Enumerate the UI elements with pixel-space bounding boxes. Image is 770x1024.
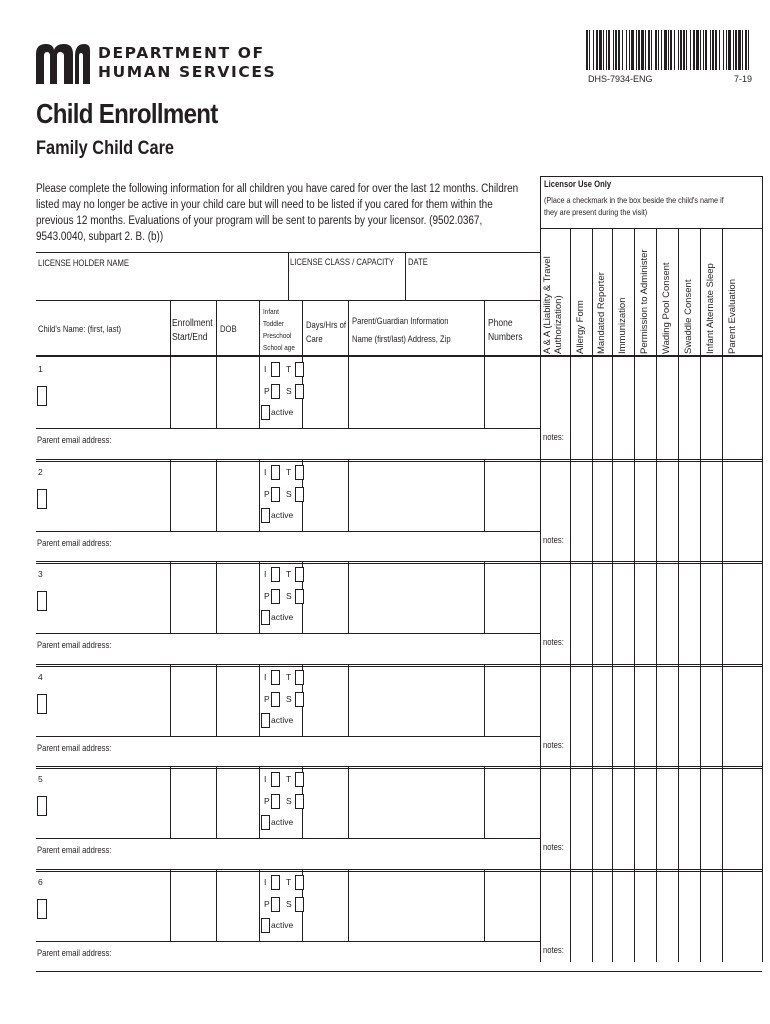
active-label: active <box>271 714 294 725</box>
present-checkbox[interactable] <box>37 386 47 406</box>
age-preschool-checkbox[interactable] <box>271 692 280 707</box>
age-toddler-label: T <box>286 671 292 682</box>
age-school-checkbox[interactable] <box>295 794 304 809</box>
age-header-preschool: Preschool <box>263 331 292 340</box>
age-toddler-checkbox[interactable] <box>295 465 304 480</box>
age-school-checkbox[interactable] <box>295 589 304 604</box>
phone-header-2: Numbers <box>488 332 523 343</box>
age-toddler-label: T <box>286 774 292 784</box>
revision-date: 7-19 <box>734 74 753 84</box>
parent-header-1: Parent/Guardian Information <box>352 316 449 326</box>
row-number: 3 <box>38 569 43 579</box>
license-class-label: LICENSE CLASS / CAPACITY <box>290 257 395 267</box>
age-preschool-checkbox[interactable] <box>271 794 280 809</box>
age-school-checkbox[interactable] <box>295 897 304 912</box>
present-checkbox[interactable] <box>37 694 47 714</box>
active-checkbox[interactable] <box>261 918 270 933</box>
parent-email-label: Parent email address: <box>37 537 112 548</box>
parent-email-label: Parent email address: <box>37 435 112 445</box>
licensor-col-4: Permission to Administer <box>639 249 650 354</box>
barcode-icon <box>586 30 752 70</box>
row-number: 2 <box>38 466 43 477</box>
age-infant-checkbox[interactable] <box>271 772 280 787</box>
licensor-use-note: (Place a checkmark in the box beside the child's name if they are present during the visit) <box>544 195 724 217</box>
age-preschool-label: P <box>264 488 270 499</box>
notes-label: notes: <box>543 739 564 750</box>
age-school-label: S <box>286 693 292 704</box>
age-preschool-label: P <box>264 386 270 396</box>
licensor-col-3: Immunization <box>617 297 628 354</box>
age-infant-label: I <box>264 466 267 477</box>
row-number: 6 <box>38 876 43 887</box>
notes-label: notes: <box>543 944 564 955</box>
age-infant-checkbox[interactable] <box>271 465 280 480</box>
age-infant-label: I <box>264 364 267 374</box>
licensor-col-6: Swaddle Consent <box>683 279 694 354</box>
age-school-label: S <box>286 488 292 499</box>
age-school-label: S <box>286 796 292 806</box>
age-preschool-checkbox[interactable] <box>271 589 280 604</box>
active-checkbox[interactable] <box>261 713 270 728</box>
child-name-header: Child's Name: (first, last) <box>38 324 122 334</box>
licensor-col-7: Infant Alternate Sleep <box>705 263 716 354</box>
active-checkbox[interactable] <box>261 610 270 625</box>
age-infant-label: I <box>264 569 267 579</box>
age-infant-checkbox[interactable] <box>271 670 280 685</box>
age-school-checkbox[interactable] <box>295 692 304 707</box>
active-checkbox[interactable] <box>261 508 270 523</box>
licensor-col-1: Allergy Form <box>575 300 586 354</box>
age-toddler-checkbox[interactable] <box>295 567 304 582</box>
age-preschool-checkbox[interactable] <box>271 487 280 502</box>
present-checkbox[interactable] <box>37 591 47 611</box>
age-toddler-checkbox[interactable] <box>295 670 304 685</box>
parent-header-2: Name (first/last) Address, Zip <box>352 334 451 344</box>
age-infant-checkbox[interactable] <box>271 567 280 582</box>
age-toddler-checkbox[interactable] <box>295 772 304 787</box>
age-preschool-checkbox[interactable] <box>271 897 280 912</box>
date-label: DATE <box>408 257 428 267</box>
page-subtitle: Family Child Care <box>36 138 175 159</box>
age-header-infant: Infant <box>263 307 279 316</box>
department-line-2: HUMAN SERVICES <box>98 63 277 81</box>
licensor-col-8: Parent Evaluation <box>727 279 738 354</box>
age-preschool-label: P <box>264 693 270 704</box>
department-line-1: DEPARTMENT OF <box>98 44 265 62</box>
parent-email-label: Parent email address: <box>37 845 112 855</box>
age-toddler-label: T <box>286 466 292 477</box>
age-infant-label: I <box>264 671 267 682</box>
age-school-checkbox[interactable] <box>295 384 304 399</box>
age-preschool-label: P <box>264 796 270 806</box>
age-header-school: School age <box>263 343 295 352</box>
active-label: active <box>271 407 294 417</box>
age-toddler-label: T <box>286 364 292 374</box>
department-name <box>98 44 276 82</box>
age-preschool-label: P <box>264 898 270 909</box>
licensor-col-0: A & A (Liability & Travel Authorization) <box>542 256 564 354</box>
active-checkbox[interactable] <box>261 405 270 420</box>
dhs-logo-icon <box>36 44 90 84</box>
age-infant-checkbox[interactable] <box>271 875 280 890</box>
age-infant-label: I <box>264 876 267 887</box>
present-checkbox[interactable] <box>37 899 47 919</box>
parent-email-label: Parent email address: <box>37 640 112 650</box>
age-toddler-checkbox[interactable] <box>295 362 304 377</box>
age-toddler-checkbox[interactable] <box>295 875 304 890</box>
age-infant-label: I <box>264 774 267 784</box>
row-number: 1 <box>38 364 43 374</box>
age-preschool-checkbox[interactable] <box>271 384 280 399</box>
present-checkbox[interactable] <box>37 489 47 509</box>
present-checkbox[interactable] <box>37 796 47 816</box>
age-school-label: S <box>286 386 292 396</box>
age-toddler-label: T <box>286 569 292 579</box>
licensor-col-2: Mandated Reporter <box>596 272 607 354</box>
age-school-label: S <box>286 591 292 601</box>
notes-label: notes: <box>543 432 564 442</box>
phone-header-1: Phone <box>488 318 513 329</box>
licensor-use-title: Licensor Use Only <box>544 179 612 189</box>
active-checkbox[interactable] <box>261 815 270 830</box>
parent-email-label: Parent email address: <box>37 742 112 753</box>
page-title: Child Enrollment <box>36 98 218 129</box>
license-holder-name-label: LICENSE HOLDER NAME <box>38 258 129 268</box>
age-header-toddler: Toddler <box>263 319 284 328</box>
form-number: DHS-7934-ENG <box>588 74 653 84</box>
age-school-label: S <box>286 898 292 909</box>
row-number: 5 <box>38 774 43 784</box>
age-infant-checkbox[interactable] <box>271 362 280 377</box>
active-label: active <box>271 509 294 520</box>
days-header-2: Care <box>306 334 323 344</box>
active-label: active <box>271 919 294 930</box>
age-school-checkbox[interactable] <box>295 487 304 502</box>
instructions-text: Please complete the following information for all children you have cared for over the last 12 months. Children listed may no longer be active in your child care but will need to be listed if you cared for them within the previous 12 months. Evaluations of your program will be sent to parents by your licensor. (9502.0367, 9543.0040, subpart 2. B. (b)) <box>36 183 519 243</box>
age-toddler-label: T <box>286 876 292 887</box>
active-label: active <box>271 817 294 827</box>
notes-label: notes: <box>543 842 564 852</box>
parent-email-label: Parent email address: <box>37 947 112 958</box>
dob-header: DOB <box>220 324 237 334</box>
active-label: active <box>271 612 294 622</box>
enrollment-header-2: Start/End <box>172 332 208 343</box>
notes-label: notes: <box>543 534 564 545</box>
enrollment-header-1: Enrollment <box>172 318 213 329</box>
row-number: 4 <box>38 671 43 682</box>
days-header-1: Days/Hrs of <box>306 320 346 330</box>
age-preschool-label: P <box>264 591 270 601</box>
notes-label: notes: <box>543 637 564 647</box>
licensor-col-5: Wading Pool Consent <box>661 262 672 354</box>
